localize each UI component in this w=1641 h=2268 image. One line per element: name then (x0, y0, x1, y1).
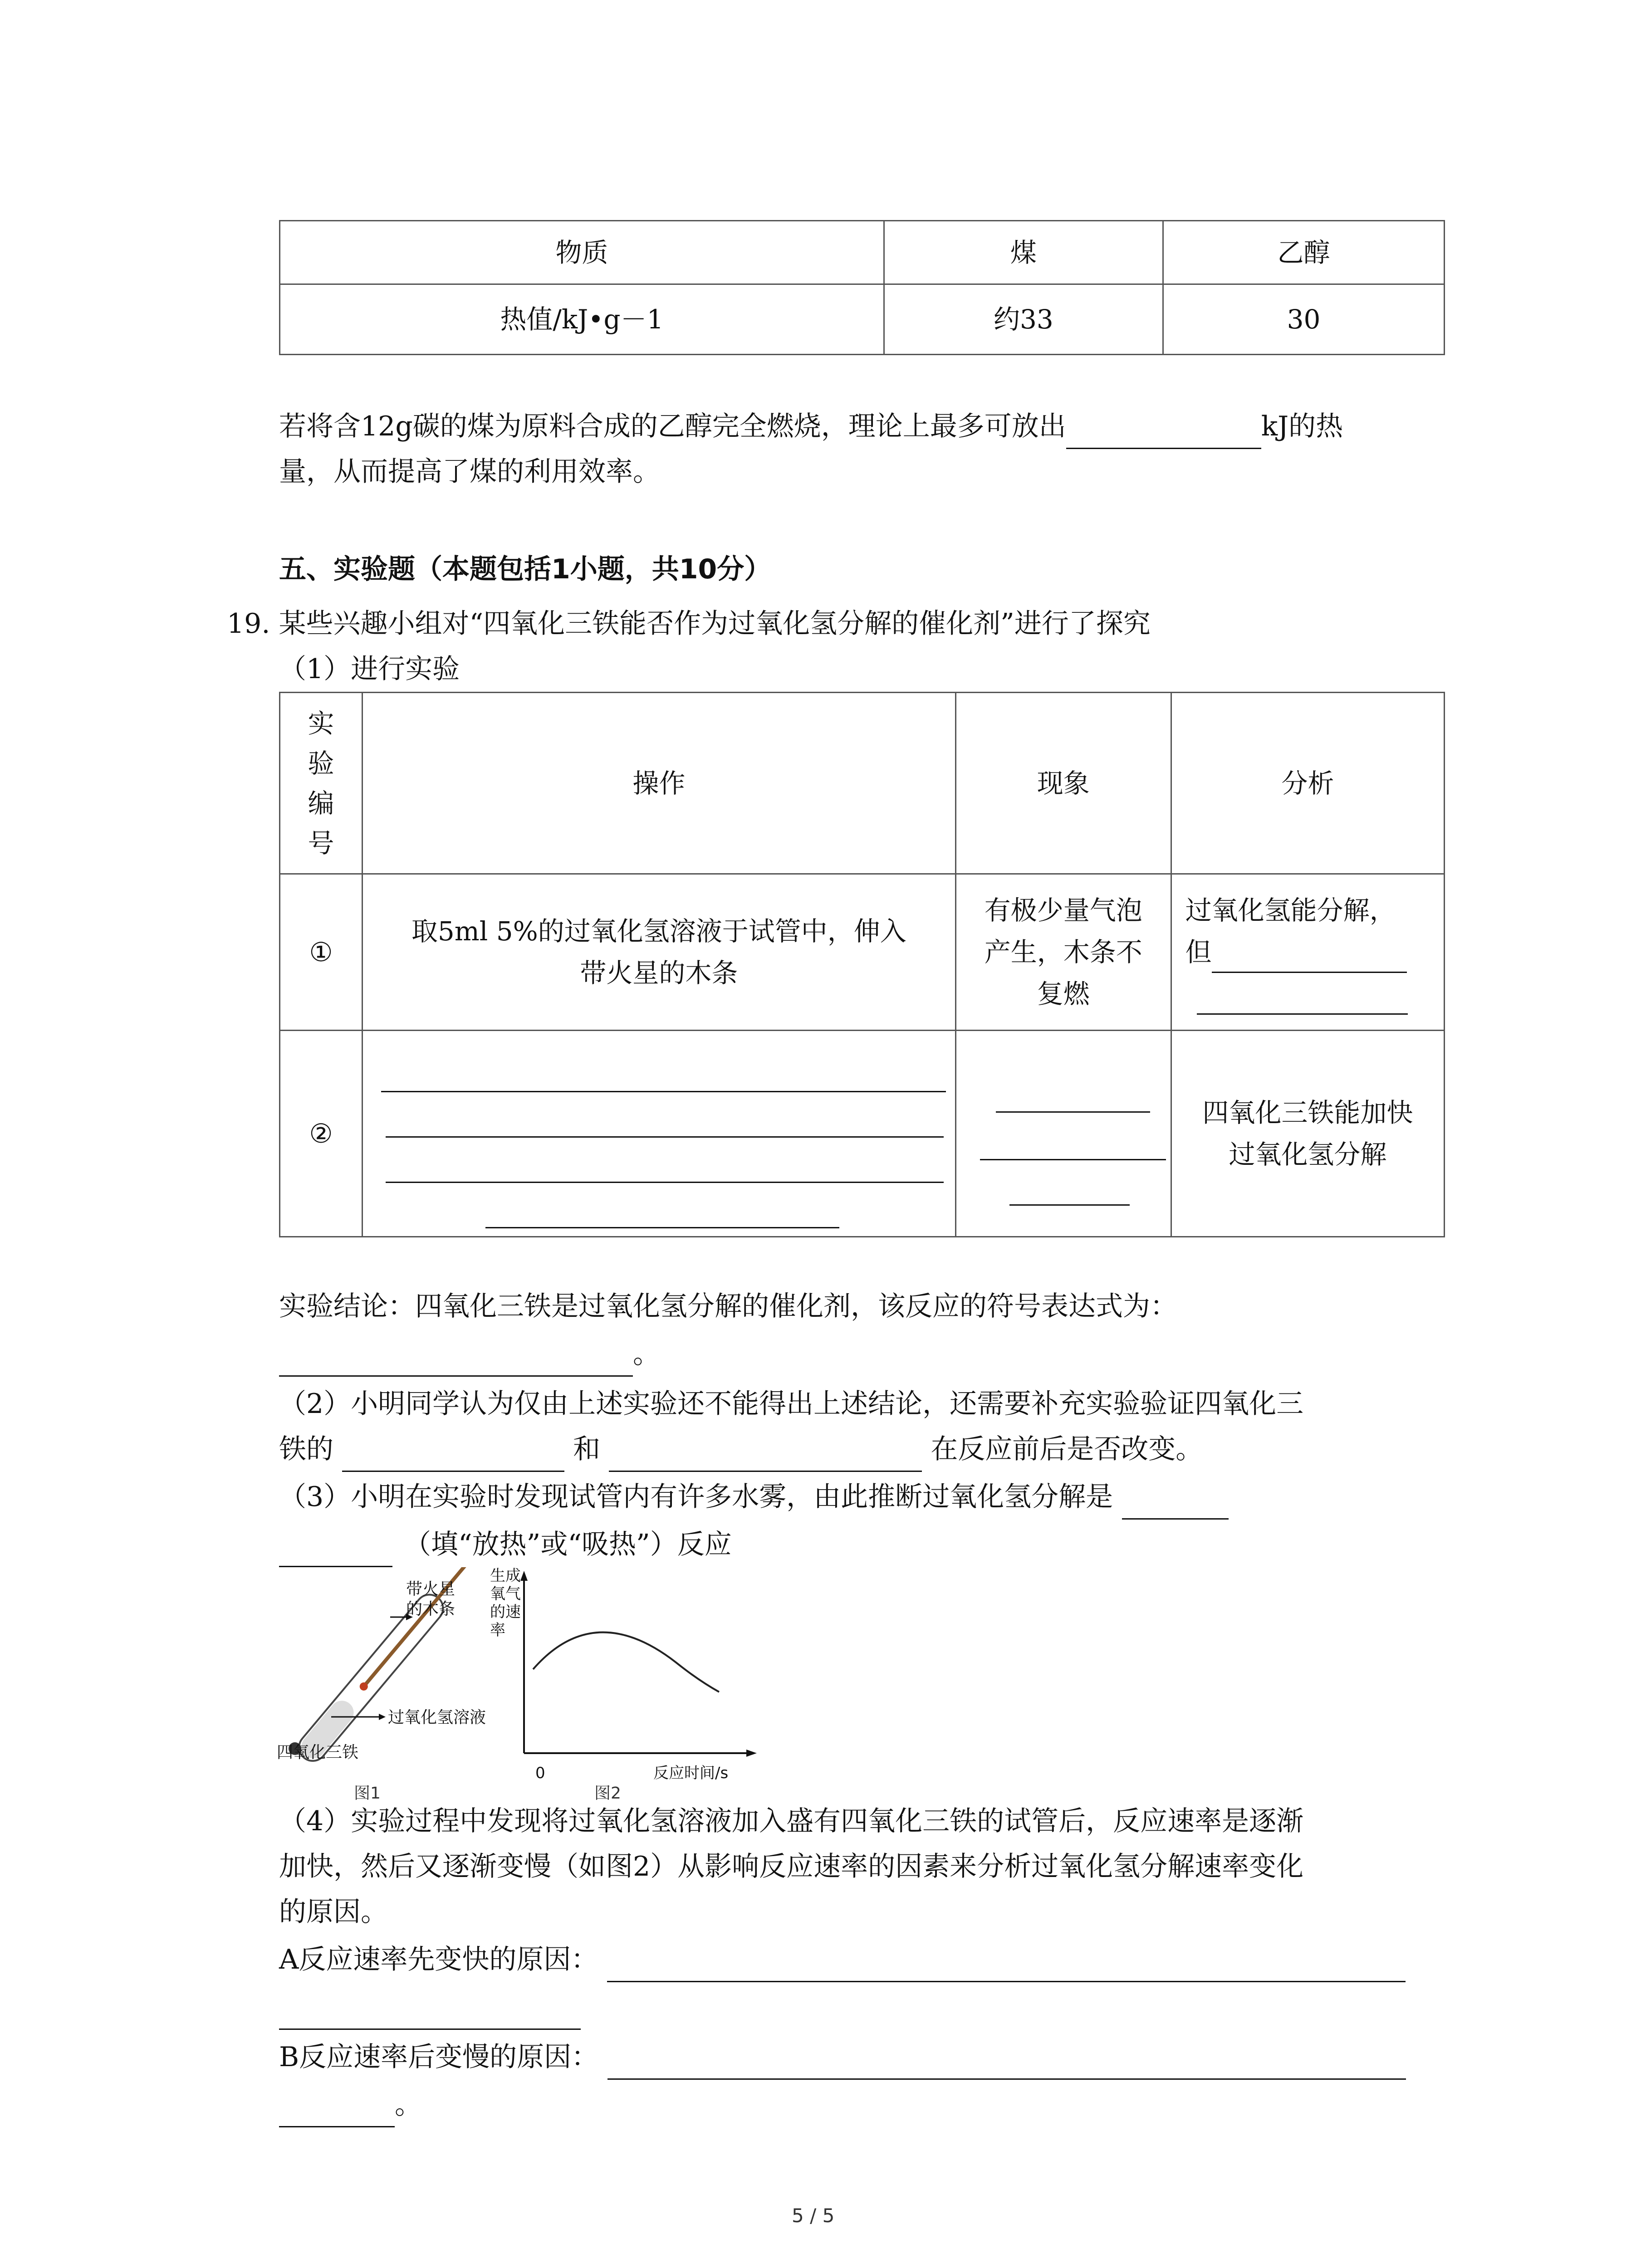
exp-row2-operation (362, 1031, 955, 1237)
fig1-label-oxide: 四氧化三铁 (277, 1743, 359, 1762)
exp-row1-analysis-blank-2[interactable] (1197, 986, 1408, 1015)
fig2-rate-curve (533, 1633, 719, 1692)
q19-part2-line2: 铁的 和 在反应前后是否改变。 (279, 1427, 1203, 1472)
q19-part-b-line2: 。 (279, 2082, 422, 2127)
exp-header-phenomenon: 现象 (955, 693, 1171, 874)
fig2-rate-chart (490, 1567, 757, 1803)
q18-line-1: 若将含12g碳的煤为原料合成的乙醇完全燃烧，理论上最多可放出 kJ的热 (279, 404, 1343, 449)
exp-row1-analysis: 过氧化氢能分解， 但 (1171, 874, 1444, 1031)
heat-value-table (279, 220, 1445, 355)
table-header-substance: 物质 (280, 221, 884, 284)
q19-part4-line1: （4）实验过程中发现将过氧化氢溶液加入盛有四氧化三铁的试管后，反应速率是逐渐 (279, 1805, 1304, 1837)
q19-part-a-blank-2[interactable] (279, 1997, 581, 2030)
exp-row2-operation-blank-1[interactable] (381, 1091, 946, 1092)
q19-conclusion: 实验结论：四氧化三铁是过氧化氢分解的催化剂，该反应的符号表达式为： (279, 1290, 1177, 1322)
exp-header-operation: 操作 (362, 693, 955, 874)
q19-part-a-line: A反应速率先变快的原因： (279, 1937, 1406, 1982)
table-cell-coal-value: 约33 (884, 284, 1163, 355)
q18-answer-blank[interactable] (1066, 416, 1261, 449)
q19-part1-title: （1）进行实验 (279, 653, 460, 685)
exp-row2-phenomenon-blank-3[interactable] (1009, 1204, 1130, 1206)
q19-part3-blank-1[interactable] (1122, 1486, 1229, 1520)
section-title: 五、实验题（本题包括1小题，共10分） (279, 553, 772, 585)
q18-line-2: 量，从而提高了煤的利用效率。 (279, 456, 660, 488)
q19-part3-blank-2[interactable] (279, 1534, 392, 1567)
exp-row2-operation-blank-3[interactable] (386, 1182, 944, 1183)
exp-row2-phenomenon-blank-1[interactable] (996, 1111, 1150, 1113)
q19-conclusion-line: 。 (279, 1331, 660, 1377)
table-row-label-heat: 热值/kJ•g－1 (280, 284, 884, 355)
fig2-ylabel: 生成 氧气 的速 率 (490, 1567, 521, 1639)
q19-equation-blank[interactable] (279, 1344, 633, 1377)
q19-intro: 19. 某些兴趣小组对“四氧化三铁能否作为过氧化氢分解的催化剂”进行了探究 (227, 608, 1151, 640)
experiment-table (279, 692, 1445, 1237)
q19-part-b-blank-2[interactable] (279, 2094, 395, 2127)
q19-part-a-blank-1[interactable] (607, 1949, 1406, 1982)
fig2-caption: 图2 (594, 1784, 621, 1803)
q19-part2-blank-1[interactable] (342, 1439, 564, 1472)
exp-row2-phenomenon-blank-2[interactable] (980, 1159, 1166, 1160)
exp-header-number: 实验编号 (280, 693, 362, 874)
exp-header-analysis: 分析 (1171, 693, 1444, 874)
q19-part-b-line: B反应速率后变慢的原因： (279, 2034, 1406, 2080)
table-header-coal: 煤 (884, 221, 1163, 284)
q19-part-a-line2 (279, 1984, 581, 2030)
exp-row1-phenomenon: 有极少量气泡 产生，木条不 复燃 (955, 874, 1171, 1031)
exp-row2-number: ② (280, 1031, 362, 1237)
exp-row2-phenomenon (955, 1031, 1171, 1237)
exp-row1-number: ① (280, 874, 362, 1031)
q19-part3-line2: （填“放热”或“吸热”）反应 (279, 1522, 732, 1567)
fig1-label-splint: 带火星 的木条 (406, 1580, 456, 1618)
q19-part2-blank-2[interactable] (609, 1439, 922, 1472)
q19-part-b-blank-1[interactable] (607, 2047, 1406, 2080)
page-number: 5 / 5 (792, 2204, 835, 2227)
exp-row1-operation: 取5ml 5%的过氧化氢溶液于试管中，伸入 带火星的木条 (362, 874, 955, 1031)
q19-part4-line3: 的原因。 (279, 1896, 388, 1928)
exp-row2-operation-blank-4[interactable] (485, 1227, 839, 1228)
fig1-caption: 图1 (354, 1784, 381, 1803)
q19-part3-line1: （3）小明在实验时发现试管内有许多水雾，由此推断过氧化氢分解是 (279, 1474, 1229, 1520)
q19-part2-line1: （2）小明同学认为仅由上述实验还不能得出上述结论，还需要补充实验验证四氧化三 (279, 1388, 1304, 1420)
exp-row2-analysis: 四氧化三铁能加快 过氧化氢分解 (1171, 1031, 1444, 1237)
table-header-ethanol: 乙醇 (1163, 221, 1444, 284)
fig1-label-solution: 过氧化氢溶液 (388, 1708, 486, 1727)
fig2-origin: 0 (535, 1764, 545, 1782)
exp-row2-operation-blank-2[interactable] (386, 1136, 944, 1138)
table-cell-ethanol-value: 30 (1163, 284, 1444, 355)
exp-row1-analysis-blank-1[interactable] (1212, 944, 1407, 973)
fig2-xlabel: 反应时间/s (653, 1764, 729, 1782)
q19-part4-line2: 加快，然后又逐渐变慢（如图2）从影响反应速率的因素来分析过氧化氢分解速率变化 (279, 1851, 1304, 1882)
figures (277, 1567, 794, 1808)
